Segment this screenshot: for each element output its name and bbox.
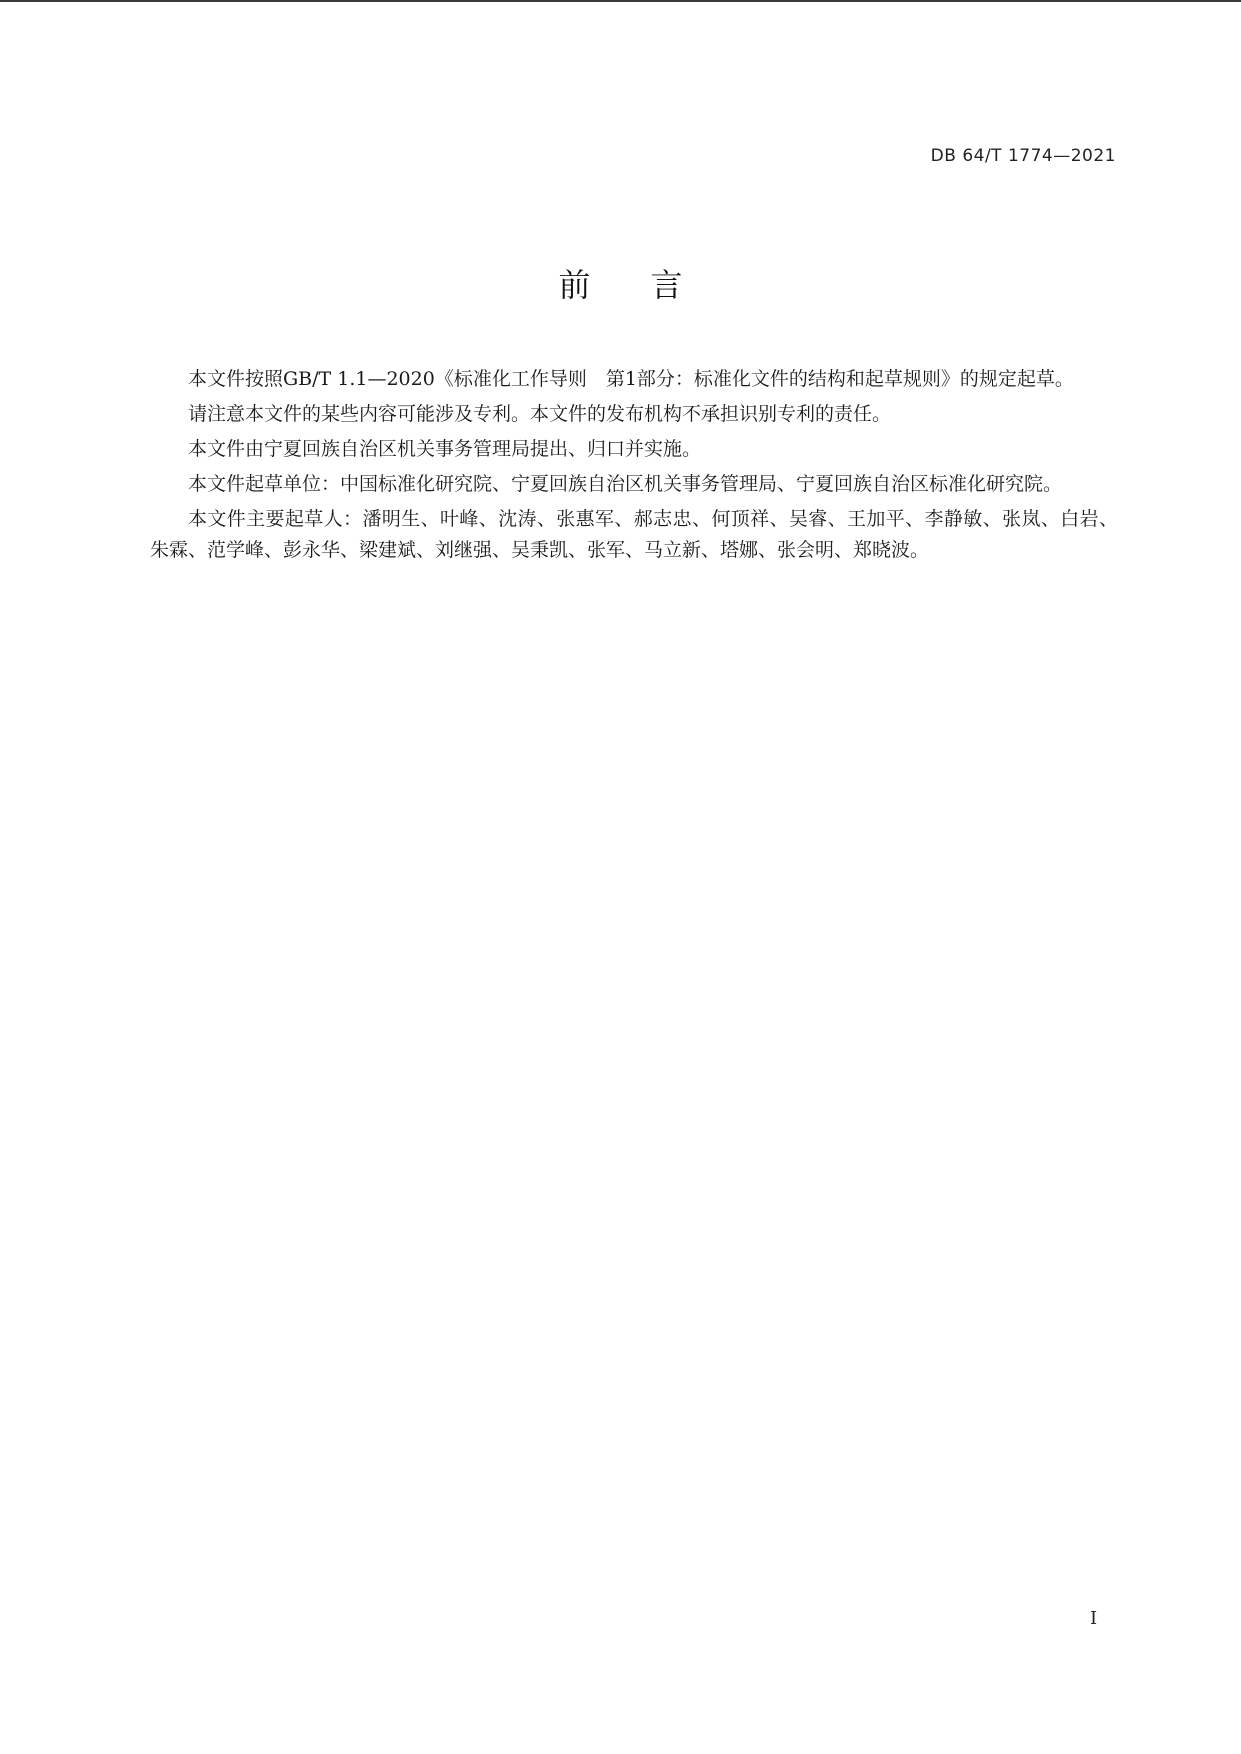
scan-top-edge [0,0,1241,2]
paragraph-drafting-units: 本文件起草单位：中国标准化研究院、宁夏回族自治区机关事务管理局、宁夏回族自治区标准化研究院。 [188,473,1063,495]
paragraph-patent-notice: 请注意本文件的某些内容可能涉及专利。本文件的发布机构不承担识别专利的责任。 [188,403,892,425]
paragraph-drafting-rules: 本文件按照GB/T 1.1—2020《标准化工作导则 第1部分：标准化文件的结构和起草规则》的规定起草。 [188,368,1074,390]
document-code: DB 64/T 1774—2021 [930,146,1116,166]
paragraph-drafters: 本文件主要起草人：潘明生、叶峰、沈涛、张惠军、郝志忠、何顶祥、吴睿、王加平、李静敏、张岚、白岩、朱霖、范学峰、彭永华、梁建斌、刘继强、吴秉凯、张军、马立新、塔娜、张会明、郑晓波。 [150,508,1118,561]
page-title: 前言 [558,266,743,304]
paragraph-proposer: 本文件由宁夏回族自治区机关事务管理局提出、归口并实施。 [188,438,702,460]
page-number: I [1090,1608,1098,1629]
foreword-body [150,364,1118,570]
